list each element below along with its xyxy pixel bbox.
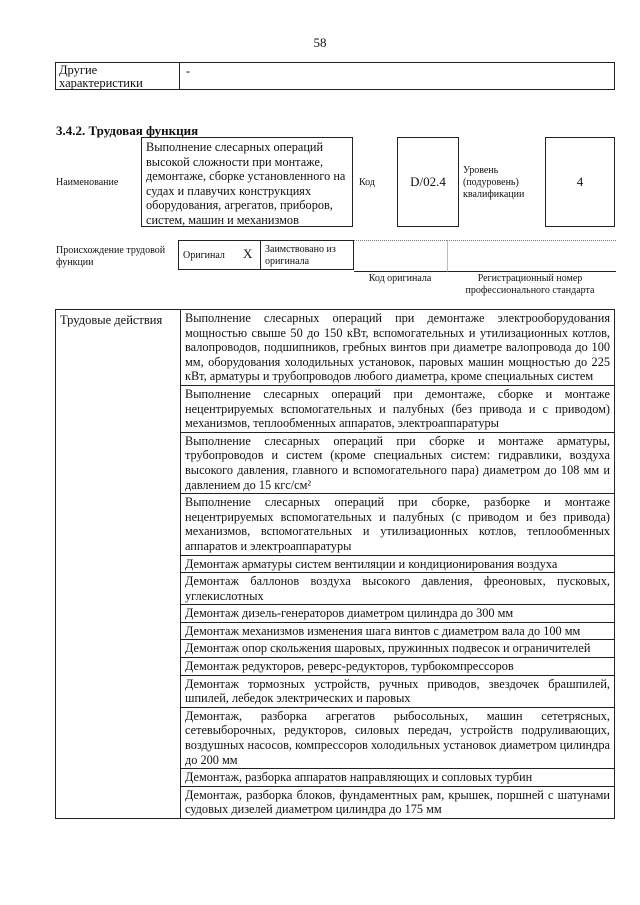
origin-row [178, 240, 615, 270]
column-divider [180, 310, 181, 818]
qualification-level-label: Уровень (подуровень) квалификации [463, 165, 525, 200]
section-heading: 3.4.2. Трудовая функция [56, 123, 199, 138]
labor-action-item: Демонтаж редукторов, реверс-редукторов, турбокомпрессоров [181, 658, 614, 676]
reg-number-caption: Регистрационный номер профессионального стандарта [465, 273, 595, 296]
labor-action-item: Демонтаж арматуры систем вентиляции и кондиционирования воздуха [181, 556, 614, 574]
code-label: Код [359, 177, 375, 188]
other-characteristics-table [55, 62, 615, 90]
labor-action-item: Демонтаж дизель-генераторов диаметром цилиндра до 300 мм [181, 605, 614, 623]
labor-action-item: Демонтаж баллонов воздуха высокого давления, фреоновых, пусковых, углекислотных [181, 573, 614, 605]
labor-action-item: Демонтаж опор скольжения шаровых, пружинных подвесок и ограничителей [181, 640, 614, 658]
labor-action-item: Выполнение слесарных операций при сборке, разборке и монтаже нецентрируемых вспомогательных и палубных (с приводом и без привода) механизмов, вспомогательных и утилизационных котлов, теплообменных аппаратов и электроаппаратуры [181, 494, 614, 555]
code-original-cell [354, 240, 447, 272]
code-original-caption: Код оригинала [368, 273, 432, 284]
labor-action-item: Демонтаж, разборка аппаратов направляющих и сопловых турбин [181, 769, 614, 787]
labor-action-item: Демонтаж тормозных устройств, ручных приводов, звездочек брашпилей, шпилей, лебедок электрических и паровых [181, 676, 614, 708]
qualification-level-value: 4 [576, 174, 584, 189]
labor-action-item: Выполнение слесарных операций при сборке и монтаже арматуры, трубопроводов и систем (кроме специальных систем: гидравлики, воздуха высокого давления, главного и вспомогательного пара) диаметром до 108 мм и давлением до 15 кгс/см² [181, 433, 614, 494]
labor-actions-list [181, 310, 614, 818]
function-code-box [397, 137, 459, 227]
labor-actions-label: Трудовые действия [60, 313, 163, 327]
page-number: 58 [313, 35, 327, 50]
labor-actions-table [55, 309, 615, 819]
name-label: Наименование [56, 177, 119, 188]
labor-action-item: Выполнение слесарных операций при демонтаже электрооборудования мощностью свыше 50 до 150 кВт, вспомогательных и утилизационных котлов, валопроводов, подшипников, гребных винтов при диаметре валопровода до 100 мм, оборудования холодильных установок, паровых машин мощностью до 225 кВт, арматуры и трубопроводов любого диаметра, кроме специальных систем [181, 310, 614, 386]
qualification-level-box [545, 137, 615, 227]
labor-action-item: Демонтаж механизмов изменения шага винтов с диаметром вала до 100 мм [181, 623, 614, 641]
borrowed-label: Заимствовано из оригинала [265, 244, 336, 267]
borrowed-cell [260, 240, 354, 270]
labor-action-item: Демонтаж, разборка агрегатов рыбосольных, машин сететрясных, сетевыборочных, редукторов, силовых передач, устройств подруливающих, воздушных насосов, компрессоров холодильных установок диаметром цилиндра до 200 мм [181, 708, 614, 769]
original-label: Оригинал [183, 250, 225, 261]
other-characteristics-label: Другие характеристики [56, 63, 180, 89]
original-cell [178, 240, 260, 270]
labor-action-item: Выполнение слесарных операций при демонтаже, сборке и монтаже нецентрируемых вспомогательных и палубных (без привода и с приводом) механизмов, теплообменных аппаратов, электроаппаратуры [181, 386, 614, 433]
labor-action-item: Демонтаж, разборка блоков, фундаментных рам, крышек, поршней с шатунами судовых дизелей диаметром цилиндра до 175 мм [185, 787, 610, 817]
function-name-box: Выполнение слесарных операций высокой сложности при монтаже, демонтаже, сборке установленного на судах и плавучих конструкциях оборудования, агрегатов, приборов, систем, машин и механизмов [141, 137, 353, 227]
original-mark: X [243, 246, 253, 261]
other-characteristics-value: - [186, 64, 191, 78]
reg-number-cell [447, 240, 616, 272]
function-code-value: D/02.4 [410, 174, 446, 189]
origin-label: Происхождение трудовой функции [56, 245, 166, 268]
